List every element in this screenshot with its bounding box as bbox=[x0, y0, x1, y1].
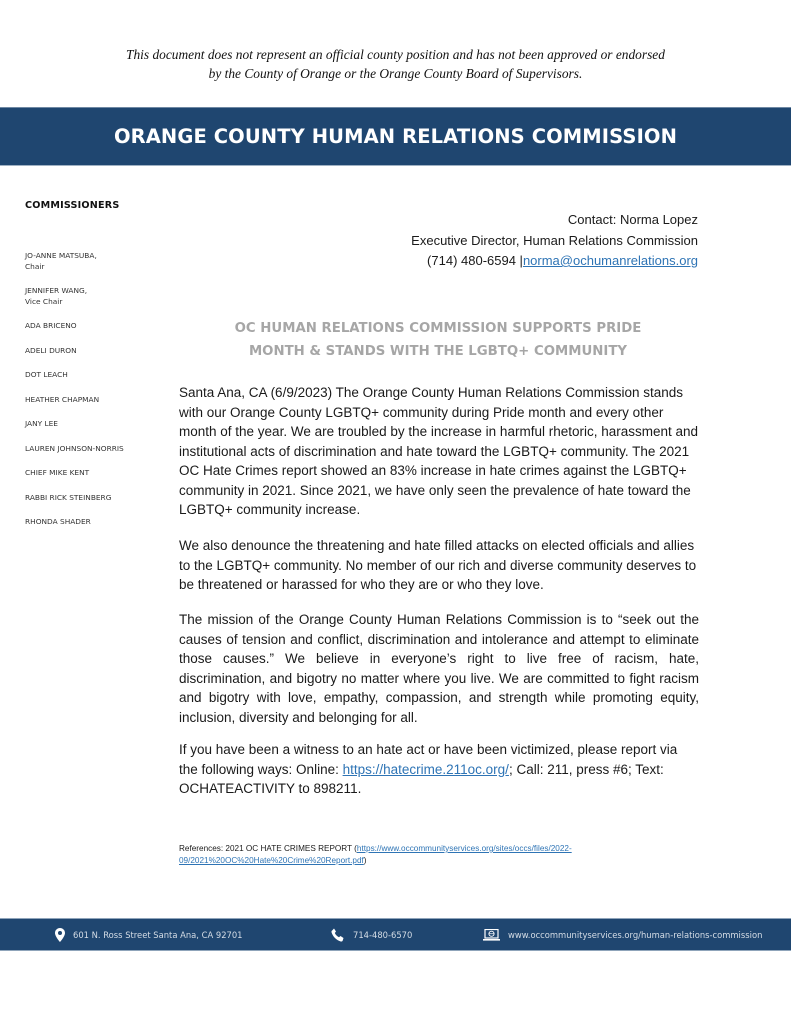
hatecrime-report-link[interactable]: https://hatecrime.211oc.org/ bbox=[342, 761, 509, 777]
footer-phone bbox=[331, 928, 412, 942]
references bbox=[179, 843, 649, 866]
body-paragraph-4 bbox=[179, 740, 699, 799]
commissioners-heading: COMMISSIONERS bbox=[25, 200, 120, 211]
footer-bar bbox=[0, 918, 791, 951]
footer-phone-text: 714-480-6570 bbox=[353, 929, 413, 940]
commissioner-item bbox=[25, 285, 165, 320]
contact-phone-email bbox=[411, 251, 698, 272]
contact-phone: (714) 480-6594 | bbox=[427, 253, 523, 268]
references-label: References: 2021 OC HATE CRIMES REPORT ( bbox=[179, 844, 357, 853]
headline-line-2: MONTH & STANDS WITH THE LGBTQ+ COMMUNITY bbox=[248, 344, 628, 359]
footer-address-text: 601 N. Ross Street Santa Ana, CA 92701 bbox=[73, 929, 243, 940]
map-pin-icon bbox=[55, 928, 65, 942]
contact-title: Executive Director, Human Relations Commission bbox=[411, 232, 698, 248]
commissioner-item: JANY LEE bbox=[25, 419, 58, 428]
header-banner bbox=[0, 107, 791, 166]
phone-icon bbox=[331, 928, 345, 942]
contact-email-link[interactable]: norma@ochumanrelations.org bbox=[522, 253, 698, 268]
body-paragraph-1: Santa Ana, CA (6/9/2023) The Orange County Human Relations Commission stands with our Orange County LGBTQ+ community during Pride month and every other month of the year. We are troubled by the increase in harmful rhetoric, harassment and institutional acts of discrimination and hate toward the LGBTQ+ community. The 2021 OC Hate Crimes report showed an 83% increase in hate crimes against the LGBTQ+ community in 2021. Since 2021, we have only seen the prevalence of hate toward the LGBTQ+ community increase. bbox=[179, 385, 699, 517]
organization-title: ORANGE COUNTY HUMAN RELATIONS COMMISSION bbox=[113, 125, 678, 148]
laptop-globe-icon bbox=[483, 929, 500, 941]
commissioner-item: RHONDA SHADER bbox=[25, 517, 91, 526]
commissioner-item: HEATHER CHAPMAN bbox=[25, 394, 100, 404]
commissioner-name: JO-ANNE MATSUBA, bbox=[25, 251, 97, 260]
report-text-methods: ; Call: 211, press #6; Text: OCHATEACTIVITY to 898211. bbox=[179, 761, 664, 796]
commissioner-list bbox=[25, 250, 165, 541]
commissioner-item bbox=[25, 250, 165, 285]
references-close: ) bbox=[363, 855, 367, 865]
headline-line-1: OC HUMAN RELATIONS COMMISSION SUPPORTS PRIDE bbox=[234, 321, 642, 336]
commissioners-sidebar bbox=[25, 200, 165, 526]
commissioner-item: RABBI RICK STEINBERG bbox=[25, 492, 112, 502]
body-paragraph-3: The mission of the Orange County Human Relations Commission is to “seek out the causes of tension and conflict, discrimination and intolerance and attempt to eliminate those causes.” We believe in everyone’s right to live free of racism, hate, discrimination, and bigotry no matter where you live. We are committed to fight racism and bigotry with love, empathy, compassion, and strength while promoting equity, inclusion, diversity and belonging for all. bbox=[179, 612, 699, 725]
commissioner-name: JENNIFER WANG, bbox=[25, 286, 88, 295]
commissioner-role: Vice Chair bbox=[25, 297, 63, 306]
report-text-intro: If you have been a witness to an hate act or have been victimized, please report via the following ways: Online: bbox=[179, 742, 678, 777]
body-paragraph-2: We also denounce the threatening and hate filled attacks on elected officials and allies to the LGBTQ+ community. No member of our rich and diverse community deserves to be threatened or harassed for who they are or who they love. bbox=[179, 538, 697, 592]
footer-address bbox=[55, 928, 243, 942]
footer-website-link[interactable]: www.occommunityservices.org/human-relations-commission bbox=[508, 929, 763, 940]
hate-crimes-report-link[interactable]: https://www.occommunityservices.org/sites/occs/files/2022-09/2021%20OC%20Hate%20Crime%20Report.pdf bbox=[179, 844, 572, 865]
disclaimer bbox=[0, 45, 791, 83]
commissioner-item: DOT LEACH bbox=[25, 370, 68, 379]
commissioner-item: ADELI DURON bbox=[25, 345, 77, 355]
commissioner-item: CHIEF MIKE KENT bbox=[25, 468, 90, 477]
commissioner-role: Chair bbox=[25, 262, 45, 271]
disclaimer-line-1: This document does not represent an official county position and has not been approved or endorsed bbox=[126, 47, 665, 62]
contact-name: Contact: Norma Lopez bbox=[567, 212, 698, 227]
commissioner-item: ADA BRICENO bbox=[25, 321, 77, 330]
disclaimer-line-2: by the County of Orange or the Orange County Board of Supervisors. bbox=[208, 66, 583, 81]
press-release-headline bbox=[178, 317, 698, 363]
contact-block bbox=[411, 210, 698, 272]
footer-website bbox=[483, 929, 762, 941]
commissioner-item: LAUREN JOHNSON-NORRIS bbox=[25, 443, 124, 453]
